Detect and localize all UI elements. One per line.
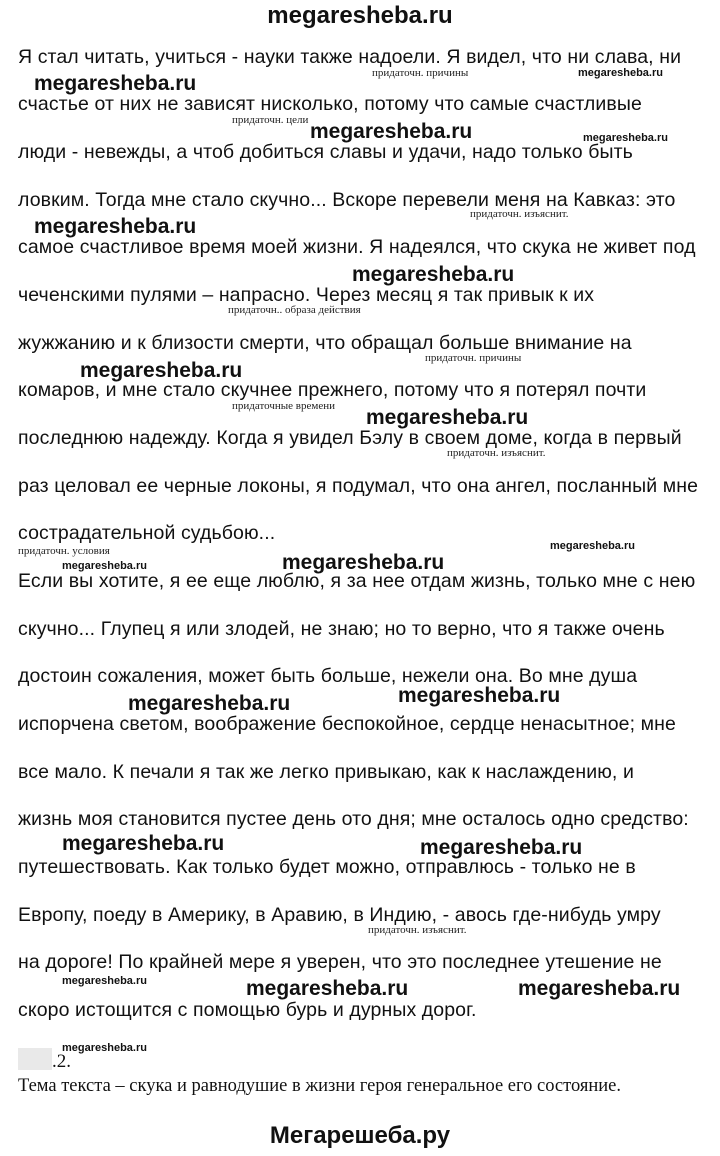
annotation-label: придаточн. причины bbox=[425, 352, 522, 364]
section-number: .2. bbox=[52, 1051, 71, 1072]
watermark: megaresheba.ru bbox=[578, 67, 663, 79]
site-header-watermark: megaresheba.ru bbox=[267, 2, 453, 29]
text-line: на дороге! По крайней мере я уверен, что это последнее утешение не bbox=[18, 951, 662, 973]
text-line: люди - невежды, а чтоб добиться славы и удачи, надо только быть bbox=[18, 141, 633, 163]
watermark: megaresheba.ru bbox=[62, 560, 147, 572]
text-line: путешествовать. Как только будет можно, отправлюсь - только не в bbox=[18, 856, 636, 878]
watermark: megaresheba.ru bbox=[128, 692, 291, 715]
annotation-label: придаточн.. образа действия bbox=[228, 304, 361, 316]
annotation-label: придаточн. цели bbox=[232, 114, 309, 126]
text-line: все мало. К печали я так же легко привыкаю, как к наслаждению, и bbox=[18, 761, 634, 783]
text-line: скоро истощится с помощью бурь и дурных дорог. bbox=[18, 999, 477, 1021]
watermark: megaresheba.ru bbox=[62, 975, 147, 987]
text-line: раз целовал ее черные локоны, я подумал, что она ангел, посланный мне bbox=[18, 475, 699, 497]
text-line: жужжанию и к близости смерти, что обращал больше внимание на bbox=[18, 332, 632, 354]
annotation-label: придаточные времени bbox=[232, 400, 335, 412]
text-line: скучно... Глупец я или злодей, не знаю; но то верно, что я также очень bbox=[18, 618, 665, 640]
text-line: самое счастливое время моей жизни. Я надеялся, что скука не живет под bbox=[18, 236, 696, 258]
watermark: megaresheba.ru bbox=[366, 406, 529, 429]
watermark: megaresheba.ru bbox=[583, 132, 668, 144]
text-line: испорчена светом, воображение беспокойное, сердце ненасытное; мне bbox=[18, 713, 676, 735]
text-line: комаров, и мне стало скучнее прежнего, потому что я потерял почти bbox=[18, 379, 647, 401]
watermark: megaresheba.ru bbox=[550, 540, 635, 552]
watermark: megaresheba.ru bbox=[518, 977, 681, 1000]
theme-sentence: Тема текста – скука и равнодушие в жизни героя генеральное его состояние. bbox=[18, 1076, 622, 1096]
watermark: megaresheba.ru bbox=[398, 684, 561, 707]
smudge bbox=[18, 1048, 52, 1070]
watermark: megaresheba.ru bbox=[310, 120, 473, 143]
watermark: megaresheba.ru bbox=[420, 836, 583, 859]
text-line: жизнь моя становится пустее день ото дня; мне осталось одно средство: bbox=[18, 808, 689, 830]
watermark: megaresheba.ru bbox=[282, 551, 445, 574]
text-line: ловким. Тогда мне стало скучно... Вскоре перевели меня на Кавказ: это bbox=[18, 189, 676, 211]
text-line: последнюю надежду. Когда я увидел Бэлу в своем доме, когда в первый bbox=[18, 427, 682, 449]
text-line: достоин сожаления, может быть больше, нежели она. Во мне душа bbox=[18, 665, 638, 687]
annotation-label: придаточн. изъяснит. bbox=[447, 447, 546, 459]
text-line: счастье от них не зависят нисколько, потому что самые счастливые bbox=[18, 93, 642, 115]
text-line: Я стал читать, учиться - науки также надоели. Я видел, что ни слава, ни bbox=[18, 46, 682, 68]
text-line: сострадательной судьбою... bbox=[18, 522, 276, 544]
text-line: чеченскими пулями – напрасно. Через месяц я так привык к их bbox=[18, 284, 595, 306]
footer-brand: Мегарешеба.ру bbox=[269, 1122, 451, 1149]
watermark: megaresheba.ru bbox=[62, 832, 225, 855]
annotation-label: придаточн. условия bbox=[18, 545, 110, 557]
text-line: Европу, поеду в Америку, в Аравию, в Индию, - авось где-нибудь умру bbox=[18, 904, 661, 926]
watermark: megaresheba.ru bbox=[246, 977, 409, 1000]
watermark: megaresheba.ru bbox=[34, 72, 197, 95]
annotation-label: придаточн. причины bbox=[372, 67, 469, 79]
watermark: megaresheba.ru bbox=[34, 215, 197, 238]
watermark: megaresheba.ru bbox=[352, 263, 515, 286]
watermark: megaresheba.ru bbox=[62, 1042, 147, 1054]
watermark: megaresheba.ru bbox=[80, 359, 243, 382]
text-line: Если вы хотите, я ее еще люблю, я за нее отдам жизнь, только мне с нею bbox=[18, 570, 696, 592]
annotation-label: придаточн. изъяснит. bbox=[368, 924, 467, 936]
annotation-label: придаточн. изъяснит. bbox=[470, 208, 569, 220]
